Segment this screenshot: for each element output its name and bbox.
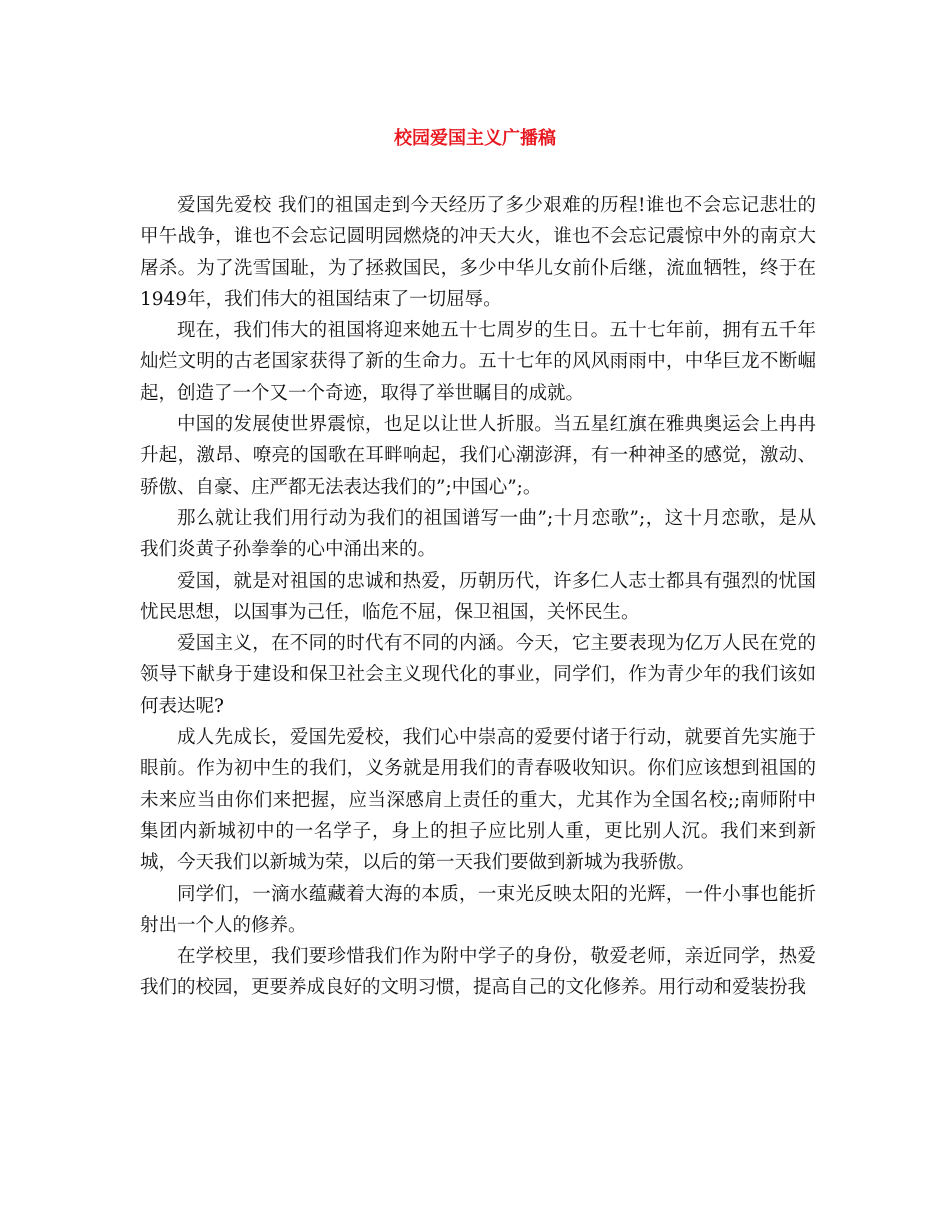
paragraph-6: 爱国主义，在不同的时代有不同的内涵。今天，它主要表现为亿万人民在党的领导下献身于建设和保卫社会主义现代化的事业，同学们，作为青少年的我们该如何表达呢? <box>140 633 816 717</box>
document-body <box>140 190 816 1004</box>
paragraph-5: 爱国，就是对祖国的忠诚和热爱，历朝历代，许多仁人志士都具有强烈的忧国忧民思想，以国事为己任，临危不屈，保卫祖国，关怀民生。 <box>140 570 816 623</box>
paragraph-2: 现在，我们伟大的祖国将迎来她五十七周岁的生日。五十七年前，拥有五千年灿烂文明的古老国家获得了新的生命力。五十七年的风风雨雨中，中华巨龙不断崛起，创造了一个又一个奇迹，取得了举世瞩目的成就。 <box>140 320 816 404</box>
paragraph-3: 中国的发展使世界震惊，也足以让世人折服。当五星红旗在雅典奥运会上冉冉升起，激昂、嘹亮的国歌在耳畔响起，我们心潮澎湃，有一种神圣的感觉，激动、骄傲、自豪、庄严都无法表达我们的”;中国心”;。 <box>140 414 816 498</box>
paragraph-7: 成人先成长，爱国先爱校，我们心中崇高的爱要付诸于行动，就要首先实施于眼前。作为初中生的我们，义务就是用我们的青春吸收知识。你们应该想到祖国的未来应当由你们来把握，应当深感肩上责任的重大，尤其作为全国名校;;南师附中集团内新城初中的一名学子，身上的担子应比别人重，更比别人沉。我们来到新城，今天我们以新城为荣，以后的第一天我们要做到新城为我骄傲。 <box>140 727 816 874</box>
paragraph-8: 同学们，一滴水蕴藏着大海的本质，一束光反映太阳的光辉，一件小事也能折射出一个人的修养。 <box>140 883 816 936</box>
paragraph-4: 那么就让我们用行动为我们的祖国谱写一曲”;十月恋歌”;，这十月恋歌，是从我们炎黄子孙拳拳的心中涌出来的。 <box>140 507 816 561</box>
document-title: 校园爱国主义广播稿 <box>394 128 556 149</box>
paragraph-9: 在学校里，我们要珍惜我们作为附中学子的身份，敬爱老师，亲近同学，热爱我们的校园，更要养成良好的文明习惯，提高自己的文化修养。用行动和爱装扮我 <box>140 946 816 999</box>
paragraph-1: 爱国先爱校 我们的祖国走到今天经历了多少艰难的历程!谁也不会忘记悲壮的甲午战争，谁也不会忘记圆明园燃烧的冲天大火，谁也不会忘记震惊中外的南京大屠杀。为了洗雪国耻，为了拯救国民，多少中华儿女前仆后继，流血牺牲，终于在1949年，我们伟大的祖国结束了一切屈辱。 <box>140 195 816 310</box>
